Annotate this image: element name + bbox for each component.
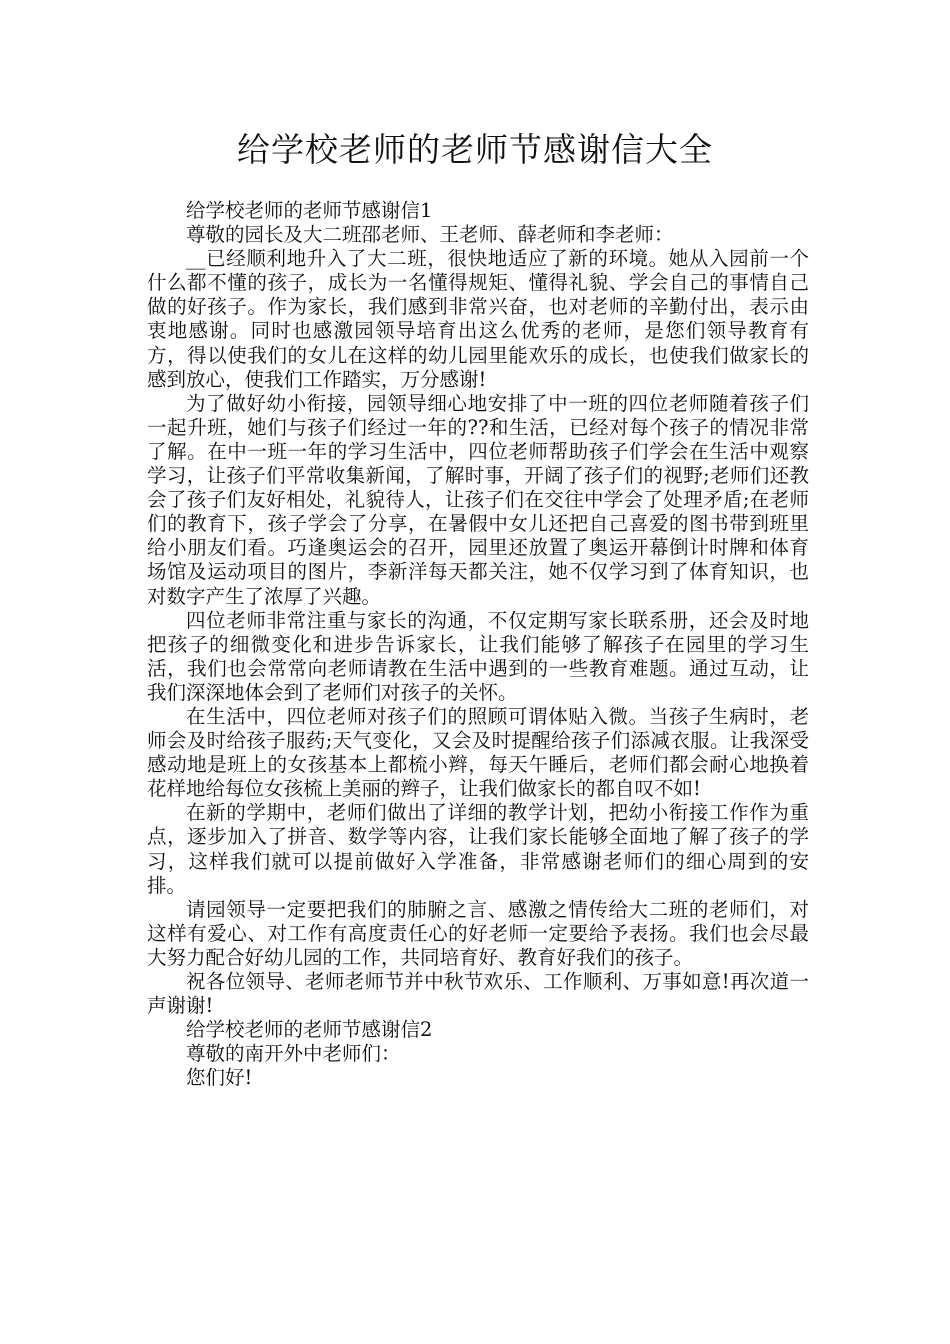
document-body bbox=[147, 199, 809, 1090]
body-paragraph: 为了做好幼小衔接，园领导细心地安排了中一班的四位老师随着孩子们一起升班，她们与孩子们经过一年的??和生活，已经对每个孩子的情况非常了解。在中一班一年的学习生活中，四位老师帮助孩子们学会在生活中观察学习，让孩子们平常收集新闻，了解时事，开阔了孩子们的视野;老师们还教会了孩子们友好相处，礼貌待人，让孩子们在交往中学会了处理矛盾;在老师们的教育下，孩子学会了分享，在暑假中女儿还把自己喜爱的图书带到班里给小朋友们看。巧逢奥运会的召开，园里还放置了奥运开幕倒计时牌和体育场馆及运动项目的图片，李新洋每天都关注，她不仅学习到了体育知识，也对数字产生了浓厚了兴趣。 bbox=[147, 391, 809, 608]
letter-2-greeting: 您们好! bbox=[186, 1066, 253, 1090]
letter-1-heading: 给学校老师的老师节感谢信1 bbox=[186, 199, 433, 222]
closing-paragraph: 祝各位领导、老师老师节并中秋节欢乐、工作顺利、万事如意!再次道一声谢谢! bbox=[147, 970, 809, 1018]
letter-2-salutation: 尊敬的南开外中老师们： bbox=[186, 1042, 401, 1066]
letter-1-salutation: 尊敬的园长及大二班邵老师、王老师、薛老师和李老师： bbox=[186, 223, 674, 247]
document-title: 给学校老师的老师节感谢信大全 bbox=[237, 130, 713, 169]
body-paragraph: 在新的学期中，老师们做出了详细的教学计划，把幼小衔接工作作为重点，逐步加入了拼音、数学等内容，让我们家长能够全面地了解了孩子的学习，这样我们就可以提前做好入学准备，非常感谢老师们的细心周到的安排。 bbox=[147, 801, 809, 897]
body-paragraph: 在生活中，四位老师对孩子们的照顾可谓体贴入微。当孩子生病时，老师会及时给孩子服药;天气变化，又会及时提醒给孩子们添减衣服。让我深受感动地是班上的女孩基本上都梳小辫，每天午睡后，老师们都会耐心地换着花样地给每位女孩梳上美丽的辫子，让我们做家长的都自叹不如! bbox=[147, 704, 809, 801]
body-paragraph: 请园领导一定要把我们的肺腑之言、感激之情传给大二班的老师们，对这样有爱心、对工作有高度责任心的好老师一定要给予表扬。我们也会尽最大努力配合好幼儿园的工作，共同培育好、教育好我们的孩子。 bbox=[147, 897, 809, 969]
body-paragraph: 四位老师非常注重与家长的沟通，不仅定期写家长联系册，还会及时地把孩子的细微变化和进步告诉家长，让我们能够了解孩子在园里的学习生活，我们也会常常向老师请教在生活中遇到的一些教育难题。通过互动，让我们深深地体会到了老师们对孩子的关怀。 bbox=[147, 608, 809, 704]
letter-2-heading: 给学校老师的老师节感谢信2 bbox=[186, 1018, 433, 1042]
body-paragraph: __已经顺利地升入了大二班，很快地适应了新的环境。她从入园前一个什么都不懂的孩子，成长为一名懂得规矩、懂得礼貌、学会自己的事情自己做的好孩子。作为家长，我们感到非常兴奋，也对老师的辛勤付出，表示由衷地感谢。同时也感激园领导培育出这么优秀的老师，是您们领导教育有方，得以使我们的女儿在这样的幼儿园里能欢乐的成长，也使我们做家长的感到放心，使我们工作踏实，万分感谢! bbox=[147, 247, 809, 391]
